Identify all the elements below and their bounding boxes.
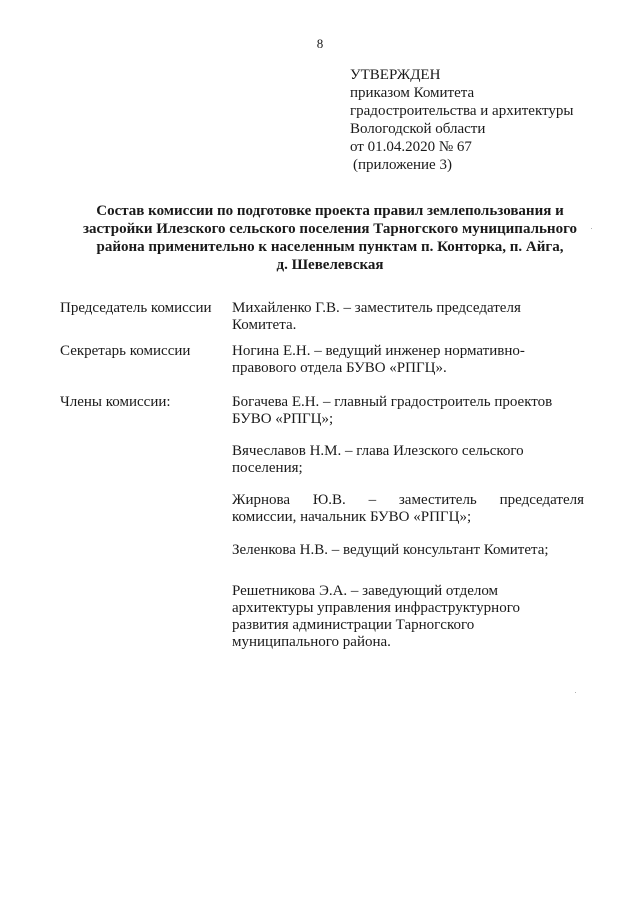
secretary-row [60, 343, 584, 377]
title-line: Состав комиссии по подготовке проекта правил землепользования и [96, 203, 564, 219]
document-title [70, 202, 590, 274]
members-entries [232, 394, 584, 651]
chairman-row [60, 300, 584, 334]
chairman-line: Михайленко Г.В. – заместитель председателя [232, 300, 521, 316]
scan-speck [591, 228, 592, 229]
members-row [60, 394, 584, 651]
approval-block [350, 66, 620, 174]
secretary-line: правового отдела БУВО «РПГЦ». [232, 360, 447, 376]
member-line: Решетникова Э.А. – заведующий отделом [232, 583, 499, 599]
member-line: Богачева Е.Н. – главный градостроитель проектов [232, 394, 553, 410]
chairman-line: Комитета. [232, 317, 297, 333]
approval-line: Вологодской области [350, 121, 486, 137]
member-line: Жирнова Ю.В. – заместитель председателя [232, 492, 584, 508]
member-line: Вячеславов Н.М. – глава Илезского сельского [232, 443, 524, 459]
member-entry [232, 492, 584, 526]
secretary-entry [232, 343, 584, 377]
chairman-role: Председатель комиссии [60, 300, 212, 316]
approval-line: градостроительства и архитектуры [350, 103, 574, 119]
approval-order-number: от 01.04.2020 № 67 [350, 139, 472, 155]
members-role: Члены комиссии: [60, 394, 171, 410]
chairman-entry [232, 300, 584, 334]
title-line: района применительно к населенным пунктам п. Конторка, п. Айга, [96, 239, 564, 255]
member-line: Зеленкова Н.В. – ведущий консультант Комитета; [232, 542, 549, 558]
scan-speck [575, 692, 576, 693]
page-number: 8 [316, 36, 324, 51]
title-line: застройки Илезского сельского поселения Тарногского муниципального [82, 221, 578, 237]
member-line: развития администрации Тарногского [232, 617, 475, 633]
member-line: архитектуры управления инфраструктурного [232, 600, 520, 616]
approval-heading: УТВЕРЖДЕН [350, 67, 441, 83]
title-line: д. Шевелевская [276, 257, 384, 273]
approval-appendix: (приложение 3) [353, 157, 452, 173]
commission-list [60, 300, 584, 651]
secretary-role: Секретарь комиссии [60, 343, 191, 359]
member-entry [232, 583, 584, 651]
member-line: комиссии, начальник БУВО «РПГЦ»; [232, 509, 472, 525]
member-entry [232, 443, 584, 477]
member-line: БУВО «РПГЦ»; [232, 411, 334, 427]
member-line: поселения; [232, 460, 303, 476]
approval-line: приказом Комитета [350, 85, 475, 101]
member-entry [232, 542, 584, 559]
secretary-line: Ногина Е.Н. – ведущий инженер нормативно- [232, 343, 525, 359]
member-entry [232, 394, 584, 428]
member-line: муниципального района. [232, 634, 391, 650]
